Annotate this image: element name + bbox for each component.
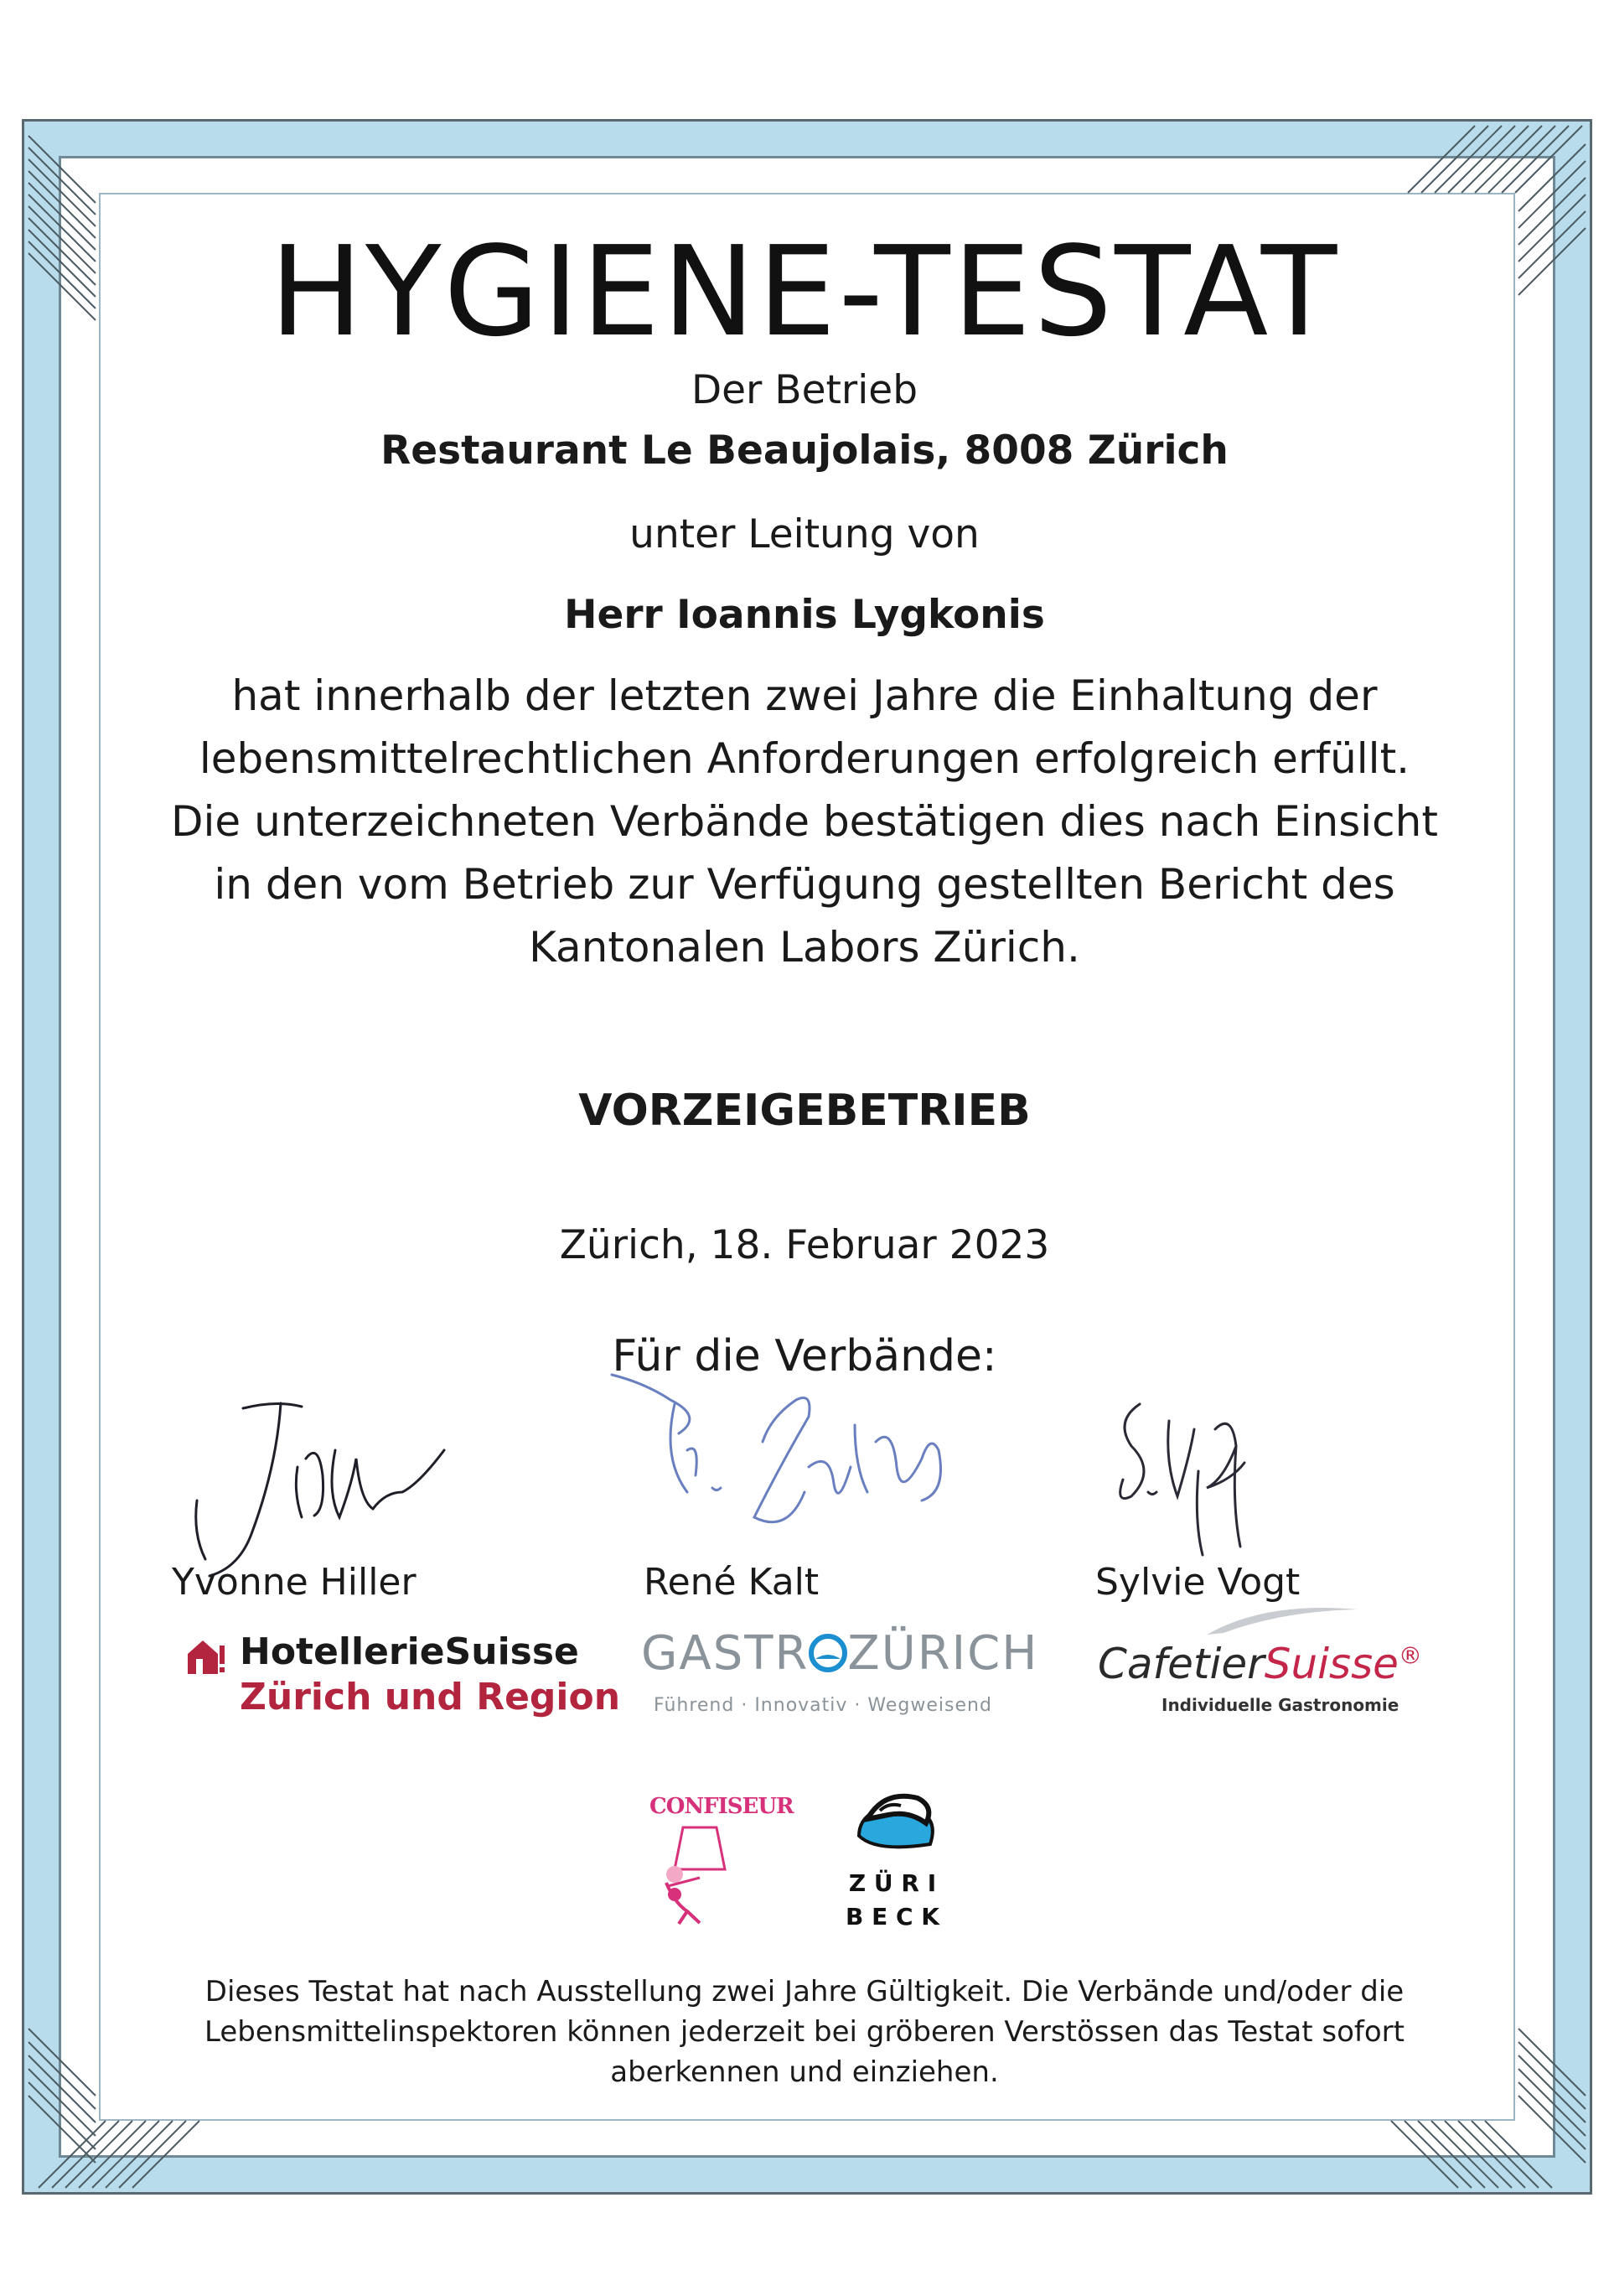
signatory-name-hiller: Yvonne Hiller (172, 1561, 416, 1604)
manager-name: Herr Ioannis Lygkonis (564, 592, 1045, 638)
footer-line: Lebensmittelinspektoren können jederzeit bei gröberen Verstössen das Testat sofort (204, 2015, 1405, 2049)
footer-line: Dieses Testat hat nach Ausstellung zwei Jahre Gültigkeit. Die Verbände und/oder die (204, 1975, 1405, 2008)
confectioner-figure-icon (649, 1819, 750, 1928)
steam-swoosh-icon (1198, 1593, 1366, 1643)
signature-hiller (159, 1392, 478, 1584)
gastrozuerich-name-left: GASTR (641, 1626, 810, 1681)
certificate-title: HYGIENE-TESTAT (269, 220, 1340, 364)
hotelleriesuisse-region: Zürich und Region (240, 1676, 621, 1718)
distinction-heading: VORZEIGEBETRIEB (578, 1086, 1031, 1136)
bread-bun-icon (851, 1785, 943, 1861)
confiseur-name: CONFISEUR (649, 1794, 794, 1819)
footer-line: aberkennen und einziehen. (610, 2055, 999, 2089)
intro-label: Der Betrieb (691, 367, 918, 413)
hotelleriesuisse-icon (184, 1637, 226, 1676)
signature-kalt (603, 1366, 955, 1559)
confiseur-logo (649, 1794, 794, 1928)
signatory-name-kalt: René Kalt (644, 1561, 820, 1604)
zueribeck-line2: B E C K (846, 1903, 939, 1931)
cafetiersuisse-name (1098, 1640, 1422, 1688)
place-date: Zürich, 18. Februar 2023 (559, 1222, 1050, 1268)
gastrozuerich-tagline: Führend · Innovativ · Wegweisend (654, 1695, 992, 1716)
body-line: Kantonalen Labors Zürich. (529, 923, 1080, 972)
cafetiersuisse-name-left: Cafetier (1098, 1640, 1265, 1688)
body-line: Die unterzeichneten Verbände bestätigen dies nach Einsicht (171, 797, 1438, 846)
validity-footer (0, 1972, 1609, 2092)
zueribeck-logo (821, 1785, 964, 1936)
business-name: Restaurant Le Beaujolais, 8008 Zürich (380, 428, 1229, 474)
signature-vogt (1098, 1379, 1316, 1572)
body-line: lebensmittelrechtlichen Anforderungen erfolgreich erfüllt. (199, 734, 1410, 783)
body-line: in den vom Betrieb zur Verfügung gestellten Bericht des (214, 860, 1395, 909)
zueribeck-line1: Z Ü R I (848, 1869, 937, 1897)
body-paragraph (0, 665, 1609, 979)
certificate-content-area (99, 193, 1515, 2121)
cafetiersuisse-tagline: Individuelle Gastronomie (1161, 1695, 1399, 1715)
body-line: hat innerhalb der letzten zwei Jahre die Einhaltung der (231, 671, 1378, 720)
gastrozuerich-name-right: ZÜRICH (847, 1626, 1039, 1681)
signatories-label: Für die Verbände: (612, 1331, 997, 1381)
management-label: unter Leitung von (629, 511, 980, 557)
signatory-name-vogt: Sylvie Vogt (1095, 1561, 1301, 1604)
gastrozuerich-globe-icon (809, 1634, 847, 1672)
cafetiersuisse-name-right: Suisse (1264, 1640, 1399, 1688)
hotelleriesuisse-name: HotellerieSuisse (240, 1630, 579, 1673)
registered-mark: ® (1398, 1641, 1422, 1670)
